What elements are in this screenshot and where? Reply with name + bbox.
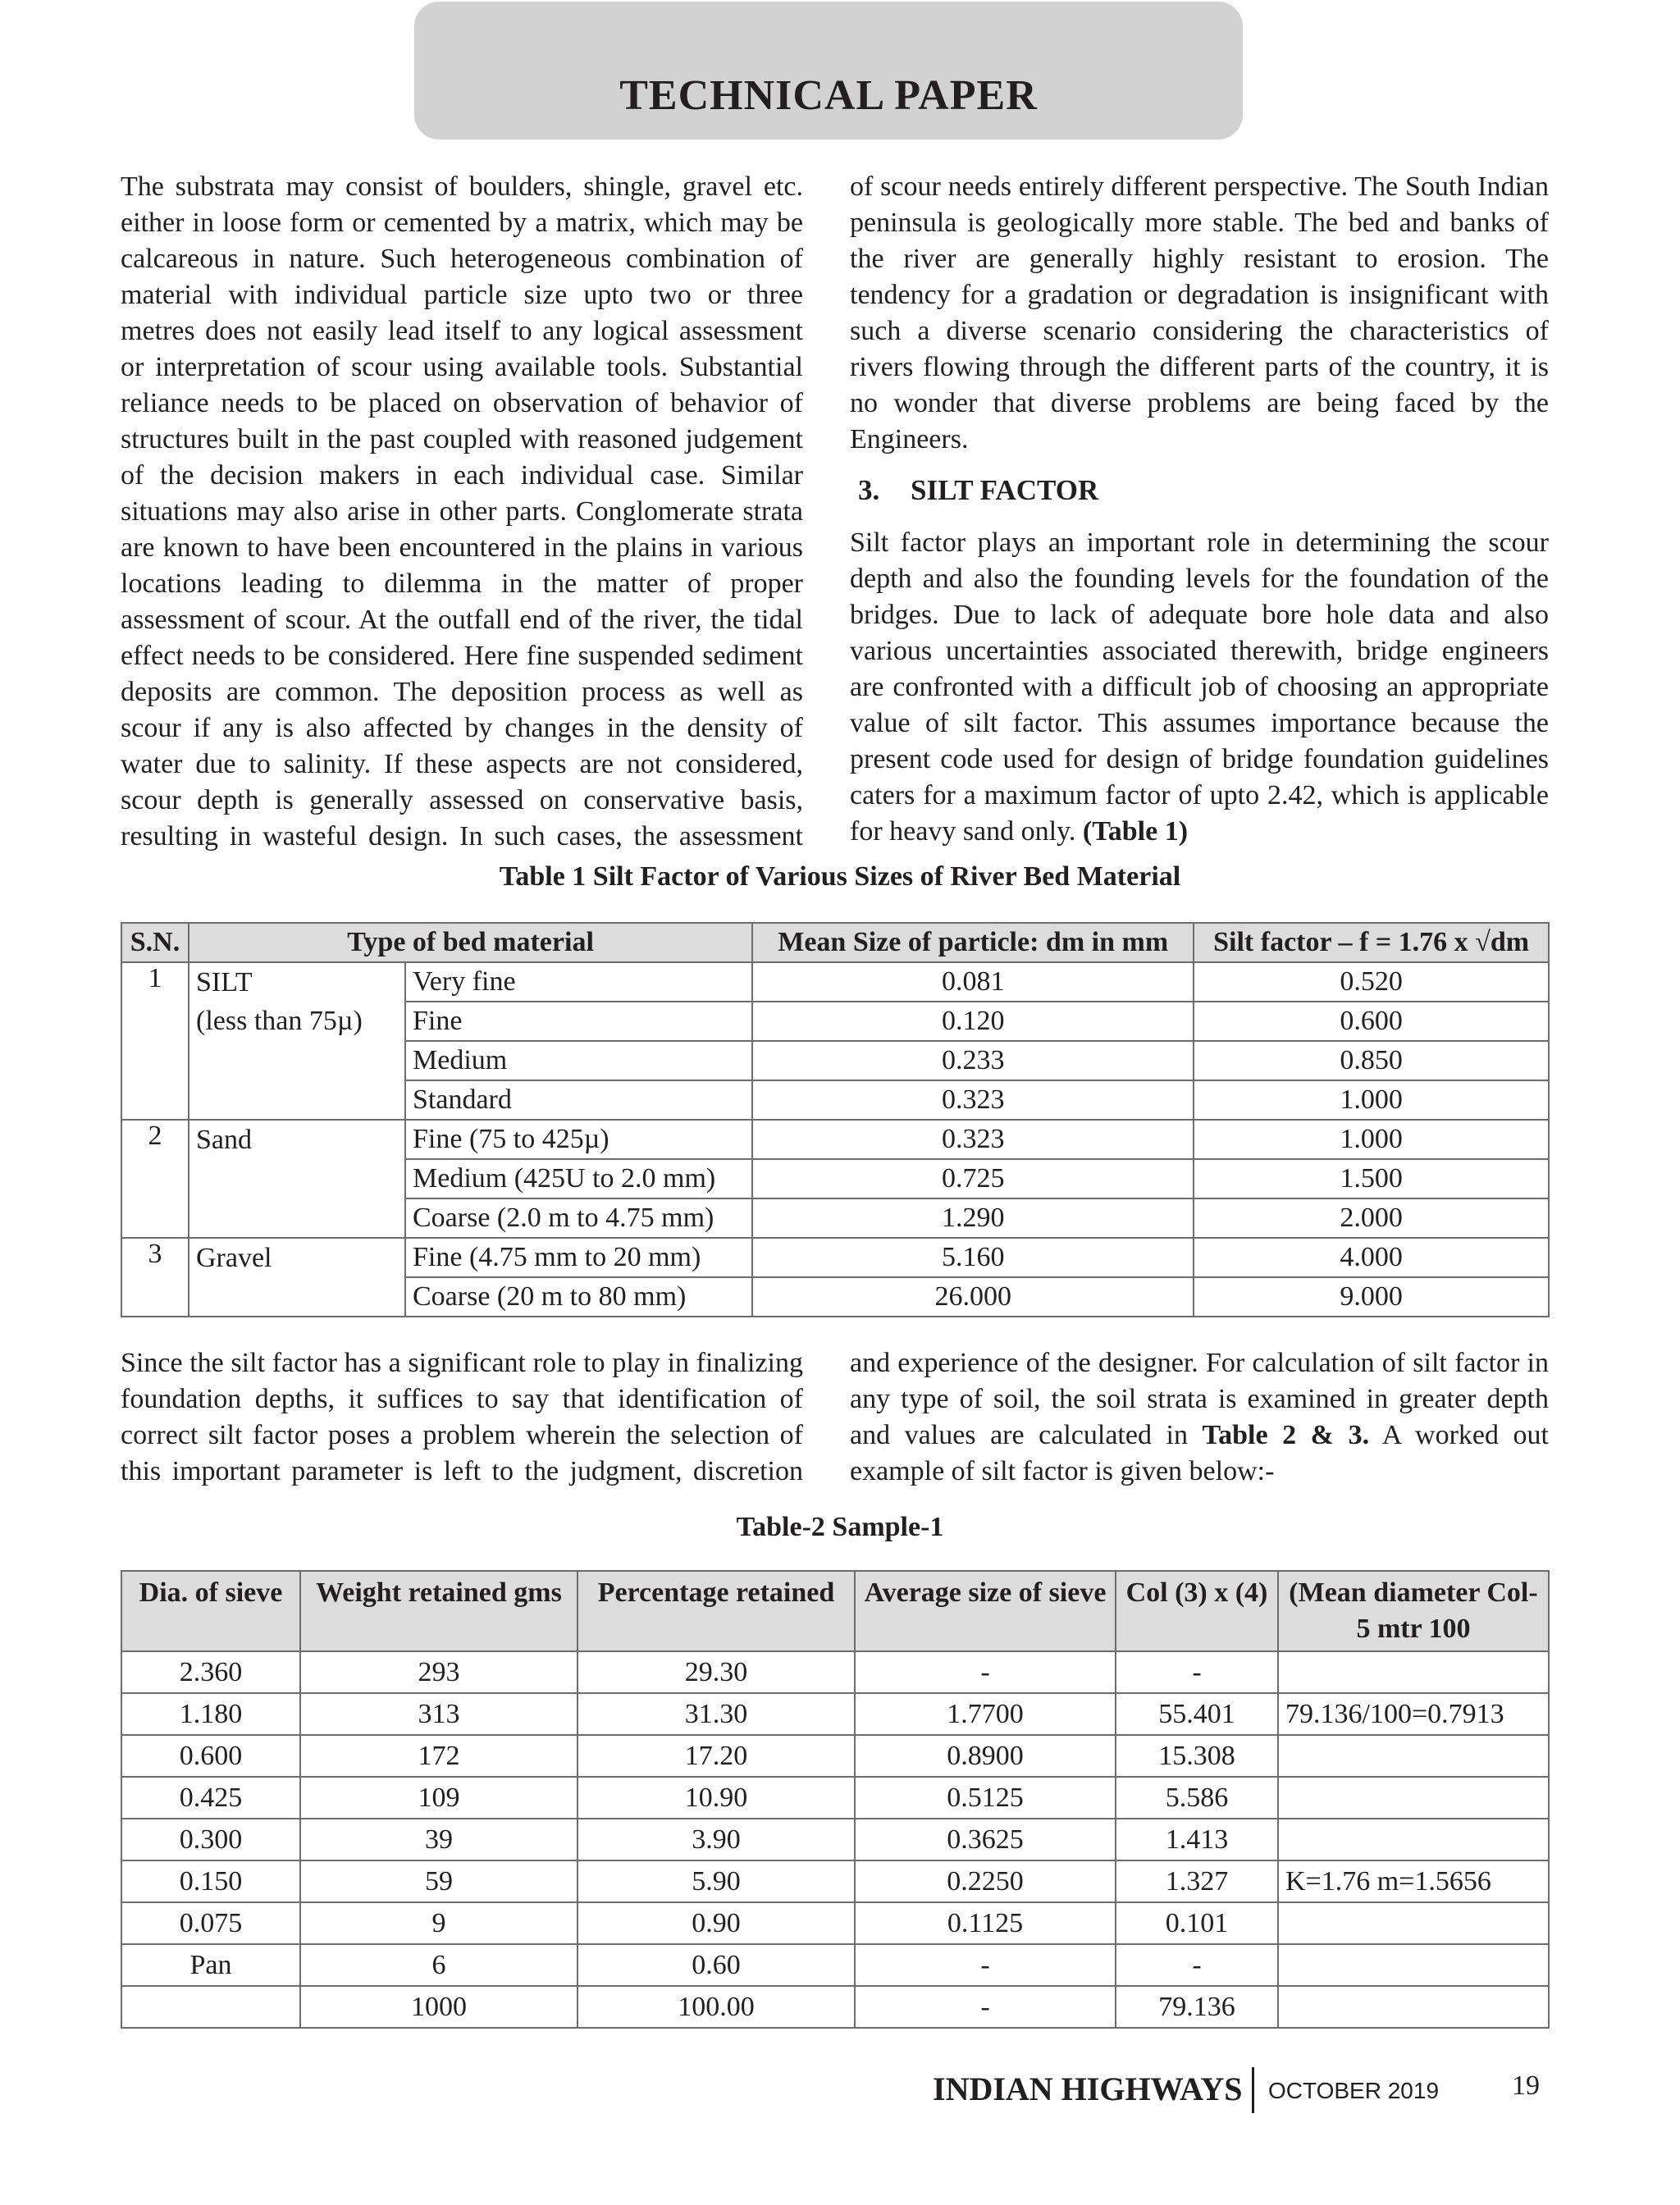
table1-cell-sn [121,1277,189,1317]
table1-cell-silt-factor: 1.500 [1194,1159,1549,1198]
table2-cell-weight: 1000 [300,1986,578,2028]
table2-cell-mean-diameter: K=1.76 m=1.5656 [1278,1860,1549,1902]
table1-row [121,1277,1549,1317]
table2-cell-mean-diameter [1278,1944,1549,1986]
table2-cell-mean-diameter [1278,1819,1549,1860]
table1-row [121,1041,1549,1080]
table1-header-sn: S.N. [121,923,189,962]
table1-cell-type: Medium [405,1041,752,1080]
table2-cell-mean-diameter [1278,1986,1549,2028]
table2-header-row [121,1571,1549,1651]
table2-header-col3x4: Col (3) x (4) [1116,1571,1278,1651]
table1-header-silt-factor: Silt factor – f = 1.76 x √dm [1194,923,1549,962]
table2-cell-col3x4: 15.308 [1116,1735,1278,1777]
table1-cell-silt-factor: 1.000 [1194,1120,1549,1159]
table1-row [121,962,1549,1002]
right-column-paragraph-2 [850,1345,1549,1490]
table2-row [121,1986,1549,2028]
table2-cell-avg-size: 0.8900 [855,1735,1116,1777]
table2-row [121,1944,1549,1986]
table1-cell-group [189,1159,405,1198]
section-heading-silt-factor [858,474,1098,507]
table2-cell-avg-size: 0.5125 [855,1777,1116,1819]
table2-cell-percentage: 0.90 [578,1902,855,1944]
right-column-text-b: A worked out example of silt factor is given below:- [850,1420,1550,1486]
table2-cell-col3x4: 1.413 [1116,1819,1278,1860]
table1-cell-group: Gravel [189,1238,405,1277]
table1-cell-group: Sand [189,1120,405,1159]
table1-cell-silt-factor: 1.000 [1194,1080,1549,1120]
table2-cell-avg-size: 0.1125 [855,1902,1116,1944]
table2-cell-percentage: 10.90 [578,1777,855,1819]
table2-cell-col3x4: 1.327 [1116,1860,1278,1902]
footer-divider [1252,2067,1254,2113]
table2-cell-mean-diameter [1278,1651,1549,1693]
table2-cell-col3x4: - [1116,1651,1278,1693]
table2-cell-weight: 109 [300,1777,578,1819]
table2-cell-dia-sieve: 0.300 [121,1819,300,1860]
table2-3-reference: Table 2 & 3. [1202,1420,1370,1450]
table2-cell-percentage: 100.00 [578,1986,855,2028]
table2-cell-col3x4: 79.136 [1116,1986,1278,2028]
table1-cell-mean-size: 5.160 [752,1238,1194,1277]
table1-cell-group [189,1041,405,1080]
table2-row [121,1693,1549,1735]
table2-cell-mean-diameter [1278,1735,1549,1777]
silt-factor-table [121,922,1550,1317]
table2-cell-col3x4: 55.401 [1116,1693,1278,1735]
section-title: SILT FACTOR [911,474,1099,506]
table2-header-mean-diameter: (Mean diameter Col-5 mtr 100 [1278,1571,1549,1651]
table2-cell-percentage: 29.30 [578,1651,855,1693]
table2-cell-percentage: 0.60 [578,1944,855,1986]
table1-cell-mean-size: 1.290 [752,1198,1194,1238]
table2-cell-weight: 293 [300,1651,578,1693]
table1-cell-group [189,1080,405,1120]
page-header-title: TECHNICAL PAPER [619,72,1038,119]
table1-row [121,1002,1549,1041]
table2-cell-avg-size: 0.2250 [855,1860,1116,1902]
left-column-paragraph-1: The substrata may consist of boulders, shingle, gravel etc. either in loose form or cemented by a matrix, which may be calcareous in nature. Such heterogeneous combination of material with individual particle size upto two or three metres does not easily lead itself to any logical assessment or interpretation of scour using available tools. Substantial reliance needs to be placed on observation of behavior of structures built in the past coupled with reasoned judgement of the decision makers in each individual case. Similar situations may also arise in other parts. Conglomerate strata are known to have been encountered in the plains in various locations leading to dilemma in the matter of proper assessment of scour. At the outfall end of the river, the tidal effect needs to be considered. Here fine suspended sediment deposits are common. The deposition process as well as scour if any is also affected by changes in the density of water due to salinity. If these aspects are not considered, scour depth is generally assessed on conservative basis, resulting in wasteful design. In such cases, the assessment [121,171,803,851]
silt-factor-text: Silt factor plays an important role in determining the scour depth and also the founding levels for the foundation of the bridges. Due to lack of adequate bore hole data and also various uncertainties associated therewith, bridge engineers are confronted with a difficult job of choosing an appropriate value of silt factor. This assumes importance because the present code used for design of bridge foundation guidelines caters for a maximum factor of upto 2.42, which is applicable for heavy sand only. [850,527,1549,847]
table2-caption: Table-2 Sample-1 [736,1512,944,1542]
table1-header-row [121,923,1549,962]
table1-row [121,1080,1549,1120]
table2-row [121,1651,1549,1693]
table2-header-percentage: Percentage retained [578,1571,855,1651]
table2-row [121,1902,1549,1944]
table1-cell-sn [121,1080,189,1120]
table1-cell-type: Fine [405,1002,752,1041]
silt-factor-paragraph [850,525,1549,850]
table2-cell-percentage: 17.20 [578,1735,855,1777]
table1-cell-mean-size: 0.725 [752,1159,1194,1198]
table1-row [121,1159,1549,1198]
table2-cell-dia-sieve: 1.180 [121,1693,300,1735]
table2-cell-dia-sieve: 0.425 [121,1777,300,1819]
table2-row [121,1819,1549,1860]
table1-cell-type: Fine (4.75 mm to 20 mm) [405,1238,752,1277]
sieve-sample-table [121,1570,1550,2029]
table1-cell-silt-factor: 9.000 [1194,1277,1549,1317]
table2-row [121,1735,1549,1777]
table2-cell-dia-sieve [121,1986,300,2028]
table1-cell-type: Very fine [405,962,752,1002]
right-column-paragraph-1: of scour needs entirely different perspective. The South Indian peninsula is geologically more stable. The bed and banks of the river are generally highly resistant to erosion. The tendency for a gradation or degradation is insignificant with such a diverse scenario considering the characteristics of rivers flowing through the different parts of the country, it is no wonder that diverse problems are being faced by the Engineers. [850,171,1549,454]
table2-header-avg-size: Average size of sieve [855,1571,1116,1651]
table2-cell-dia-sieve: 0.600 [121,1735,300,1777]
table2-cell-percentage: 3.90 [578,1819,855,1860]
table1-cell-group: SILT [189,962,405,1002]
page-number: 19 [1512,2070,1540,2101]
table2-cell-col3x4: - [1116,1944,1278,1986]
table2-row [121,1860,1549,1902]
table2-cell-weight: 6 [300,1944,578,1986]
footer-issue-date: OCTOBER 2019 [1268,2078,1440,2103]
table1-cell-sn: 1 [121,962,189,1002]
table1-cell-group [189,1277,405,1317]
table2-cell-col3x4: 5.586 [1116,1777,1278,1819]
table2-cell-dia-sieve: 0.150 [121,1860,300,1902]
table1-cell-sn [121,1159,189,1198]
table2-cell-percentage: 31.30 [578,1693,855,1735]
table2-cell-avg-size: - [855,1651,1116,1693]
table2-cell-weight: 172 [300,1735,578,1777]
table2-cell-percentage: 5.90 [578,1860,855,1902]
table2-cell-avg-size: 1.7700 [855,1693,1116,1735]
table1-cell-sn [121,1002,189,1041]
table1-row [121,1238,1549,1277]
table2-cell-avg-size: - [855,1944,1116,1986]
footer-journal-name: INDIAN HIGHWAYS [933,2070,1243,2107]
table1-cell-mean-size: 26.000 [752,1277,1194,1317]
table1-cell-silt-factor: 2.000 [1194,1198,1549,1238]
table1-cell-silt-factor: 0.600 [1194,1002,1549,1041]
table1-cell-mean-size: 0.081 [752,962,1194,1002]
table1-row [121,1198,1549,1238]
table1-cell-sn: 3 [121,1238,189,1277]
table1-header-type: Type of bed material [189,923,752,962]
table1-cell-silt-factor: 4.000 [1194,1238,1549,1277]
section-number: 3. [858,474,880,506]
table1-row [121,1120,1549,1159]
table2-cell-col3x4: 0.101 [1116,1902,1278,1944]
table2-cell-dia-sieve: 2.360 [121,1651,300,1693]
table1-cell-mean-size: 0.323 [752,1120,1194,1159]
table1-cell-mean-size: 0.233 [752,1041,1194,1080]
table1-header-mean-size: Mean Size of particle: dm in mm [752,923,1194,962]
table2-header-weight: Weight retained gms [300,1571,578,1651]
left-column-paragraph-2: Since the silt factor has a significant role to play in finalizing foundation depths, it suffices to say that identification of correct silt factor poses a problem wherein the selection of this important parameter is left to the judgment, discretion [121,1348,803,1486]
table1-cell-sn [121,1198,189,1238]
table2-cell-mean-diameter [1278,1902,1549,1944]
table1-cell-group [189,1198,405,1238]
table1-cell-type: Standard [405,1080,752,1120]
table2-cell-dia-sieve: 0.075 [121,1902,300,1944]
table2-row [121,1777,1549,1819]
table1-reference: (Table 1) [1082,816,1189,847]
table1-cell-type: Medium (425U to 2.0 mm) [405,1159,752,1198]
table2-cell-weight: 9 [300,1902,578,1944]
table2-header-dia-sieve: Dia. of sieve [121,1571,300,1651]
table2-cell-avg-size: - [855,1986,1116,2028]
table2-cell-mean-diameter [1278,1777,1549,1819]
table1-caption: Table 1 Silt Factor of Various Sizes of River Bed Material [499,861,1181,892]
table1-cell-group: (less than 75µ) [189,1002,405,1041]
table1-cell-silt-factor: 0.520 [1194,962,1549,1002]
table2-cell-weight: 313 [300,1693,578,1735]
table1-cell-sn: 2 [121,1120,189,1159]
table2-cell-weight: 59 [300,1860,578,1902]
right-column-text-a: and experience of the designer. For calculation of silt factor in any type of soil, the soil strata is examined in greater depth and values are calculated in [850,1348,1549,1450]
table1-cell-silt-factor: 0.850 [1194,1041,1549,1080]
header-banner [414,2,1243,139]
table2-cell-avg-size: 0.3625 [855,1819,1116,1860]
table1-cell-type: Coarse (2.0 m to 4.75 mm) [405,1198,752,1238]
table1-cell-type: Coarse (20 m to 80 mm) [405,1277,752,1317]
table1-cell-mean-size: 0.323 [752,1080,1194,1120]
table2-cell-weight: 39 [300,1819,578,1860]
table2-cell-mean-diameter: 79.136/100=0.7913 [1278,1693,1549,1735]
table1-cell-type: Fine (75 to 425µ) [405,1120,752,1159]
table1-cell-sn [121,1041,189,1080]
table1-cell-mean-size: 0.120 [752,1002,1194,1041]
table2-cell-dia-sieve: Pan [121,1944,300,1986]
